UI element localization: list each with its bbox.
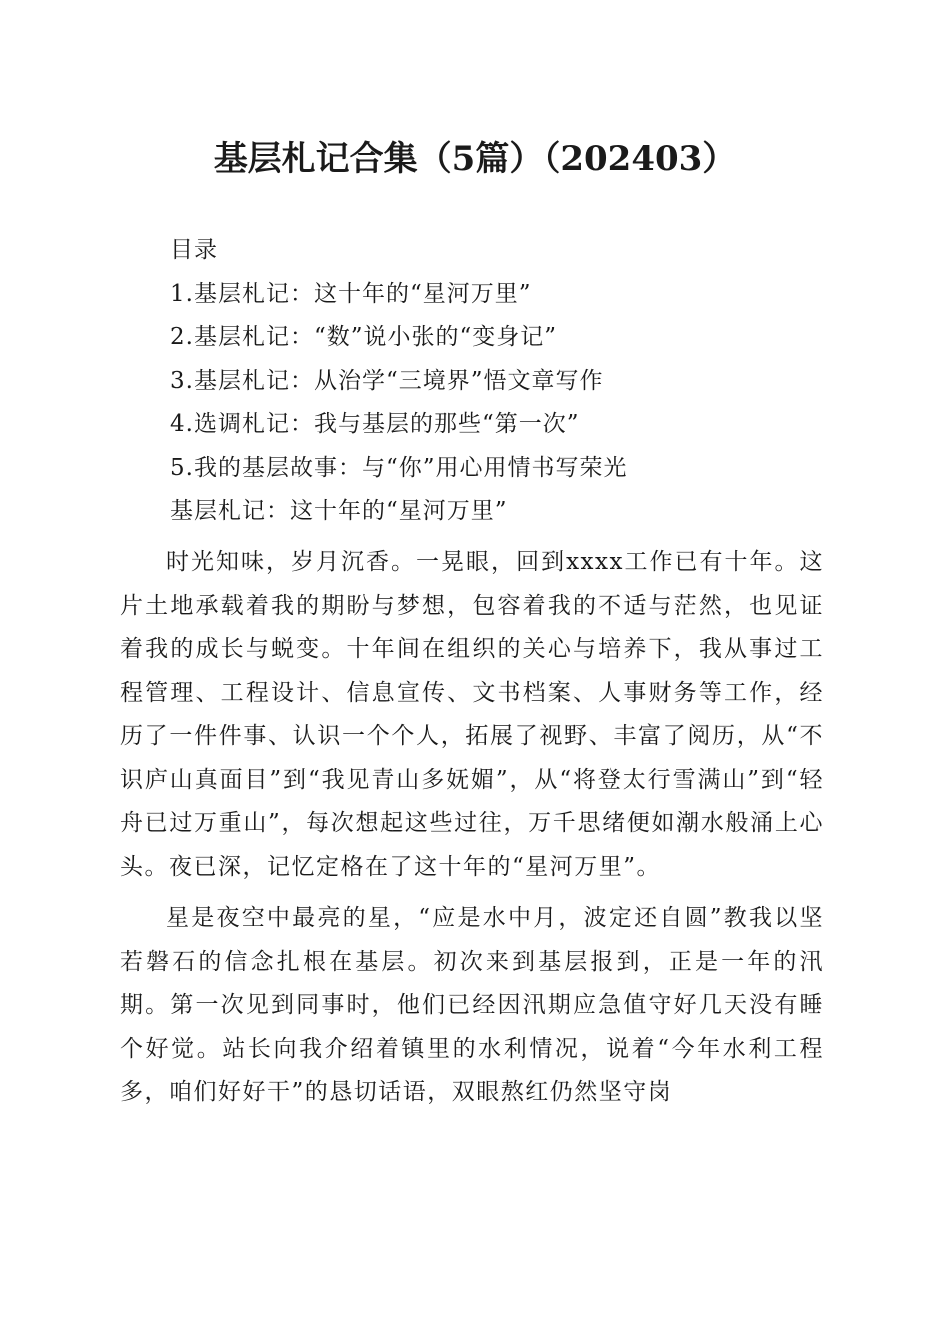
article-title: 基层札记：这十年的“星河万里” bbox=[170, 498, 508, 524]
paragraph-1: 时光知味，岁月沉香。一晃眼，回到xxxx工作已有十年。这片土地承载着我的期盼与梦想，包容着我的不适与茫然，也见证着我的成长与蜕变。十年间在组织的关心与培养下，我从事过工程管理、工程设计、信息宣传、文书档案、人事财务等工作，经历了一件件事、认识一个个人，拓展了视野、丰富了阅历，从“不识庐山真面目”到“我见青山多妩媚”，从“将登太行雪满山”到“轻舟已过万重山”，每次想起这些过往，万千思绪便如潮水般涌上心头。夜已深，记忆定格在了这十年的“星河万里”。 bbox=[120, 549, 824, 880]
document-title: 基层札记合集（5篇）（202403） bbox=[213, 139, 737, 179]
article-body bbox=[120, 541, 824, 1115]
toc-item-3: 3.基层札记：从治学“三境界”悟文章写作 bbox=[170, 367, 604, 394]
toc-item-2: 2.基层札记：“数”说小张的“变身记” bbox=[170, 324, 557, 350]
toc-item-1: 1.基层札记：这十年的“星河万里” bbox=[170, 280, 532, 307]
table-of-contents bbox=[170, 229, 830, 534]
toc-item-4: 4.选调札记：我与基层的那些“第一次” bbox=[170, 411, 580, 437]
toc-heading: 目录 bbox=[170, 237, 218, 263]
paragraph-2: 星是夜空中最亮的星，“应是水中月，波定还自圆”教我以坚若磐石的信念扎根在基层。初次来到基层报到，正是一年的汛期。第一次见到同事时，他们已经因汛期应急值守好几天没有睡个好觉。站长向我介绍着镇里的水利情况，说着“今年水利工程多，咱们好好干”的恳切话语，双眼熬红仍然坚守岗 bbox=[120, 905, 824, 1105]
toc-item-5: 5.我的基层故事：与“你”用心用情书写荣光 bbox=[170, 454, 628, 481]
